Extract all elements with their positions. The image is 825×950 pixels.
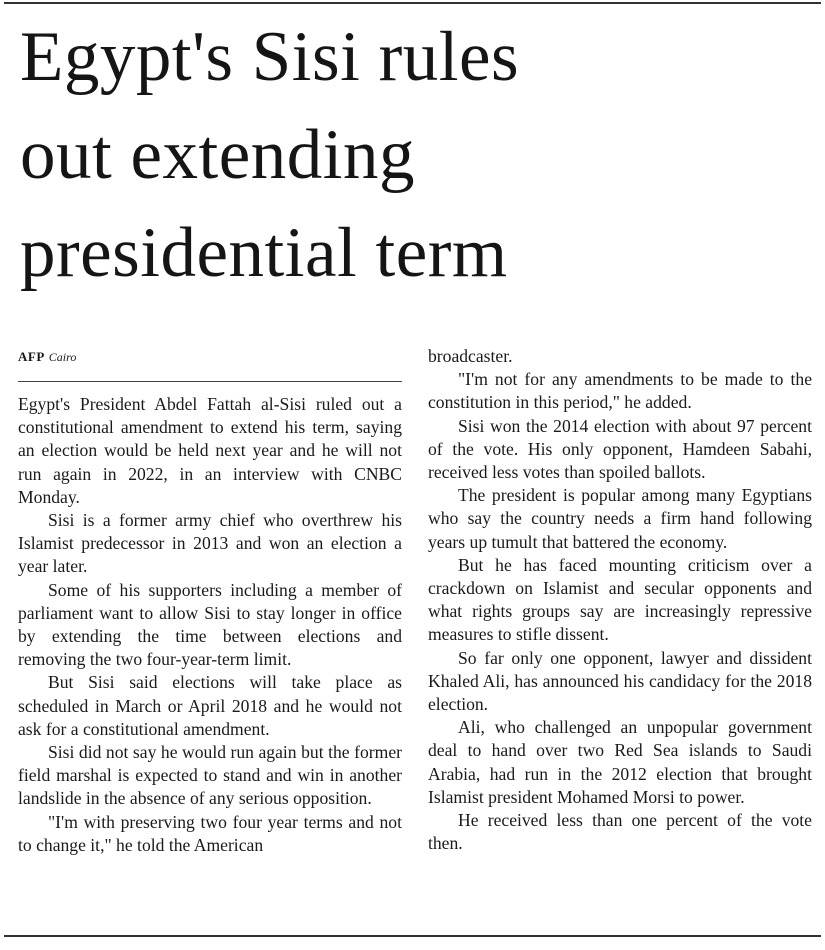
paragraph: broadcaster. — [428, 346, 513, 366]
paragraph: Sisi is a former army chief who overthrew his Islamist predecessor in 2013 and won an election a year later. — [18, 510, 402, 577]
byline-rule — [18, 381, 402, 382]
headline-line: Egypt's Sisi rules — [20, 18, 520, 96]
paragraph: Sisi won the 2014 election with about 97 percent of the vote. His only opponent, Hamdeen Sabahi, received less votes than spoiled ballots. — [428, 415, 812, 483]
bottom-rule — [4, 935, 821, 937]
paragraph: Ali, who challenged an unpopular government deal to hand over two Red Sea islands to Saudi Arabia, had run in the 2012 election that brought Islamist president Mohamed Morsi to power. — [428, 717, 812, 807]
paragraph: The president is popular among many Egyptians who say the country needs a firm hand following years up tumult that battered the economy. — [428, 485, 812, 552]
paragraph: Some of his supporters including a member of parliament want to allow Sisi to stay longer in office by extending the time between elections and removing the two four-year-term limit. — [18, 579, 402, 670]
top-rule — [4, 2, 821, 4]
byline-agency: AFP — [18, 349, 45, 364]
paragraph: Egypt's President Abdel Fattah al-Sisi ruled out a constitutional amendment to extend his term, saying an election would be held next year and he will not run again in 2022, in an interview with CNBC Monday. — [18, 394, 402, 507]
paragraph: "I'm not for any amendments to be made to the constitution in this period," he added. — [428, 369, 812, 413]
byline — [18, 349, 76, 365]
headline-line: presidential term — [20, 214, 508, 292]
headline-line: out extending — [20, 116, 415, 194]
paragraph: Sisi did not say he would run again but the former field marshal is expected to stand and win in another landslide in the absence of any serious opposition. — [18, 742, 402, 809]
byline-place: Cairo — [48, 350, 77, 364]
article-column-right — [428, 345, 812, 855]
paragraph: So far only one opponent, lawyer and dissident Khaled Ali, has announced his candidacy for the 2018 election. — [428, 647, 812, 715]
paragraph: But Sisi said elections will take place as scheduled in March or April 2018 and he would not ask for a constitutional amendment. — [18, 672, 402, 739]
headline — [20, 8, 810, 302]
paragraph: He received less than one percent of the vote then. — [428, 810, 812, 854]
article-column-left — [18, 393, 402, 857]
paragraph: "I'm with preserving two four year terms and not to change it," he told the American — [18, 811, 402, 855]
paragraph: But he has faced mounting criticism over a crackdown on Islamist and secular opponents and what rights groups say are increasingly repressive measures to stifle dissent. — [428, 554, 812, 645]
